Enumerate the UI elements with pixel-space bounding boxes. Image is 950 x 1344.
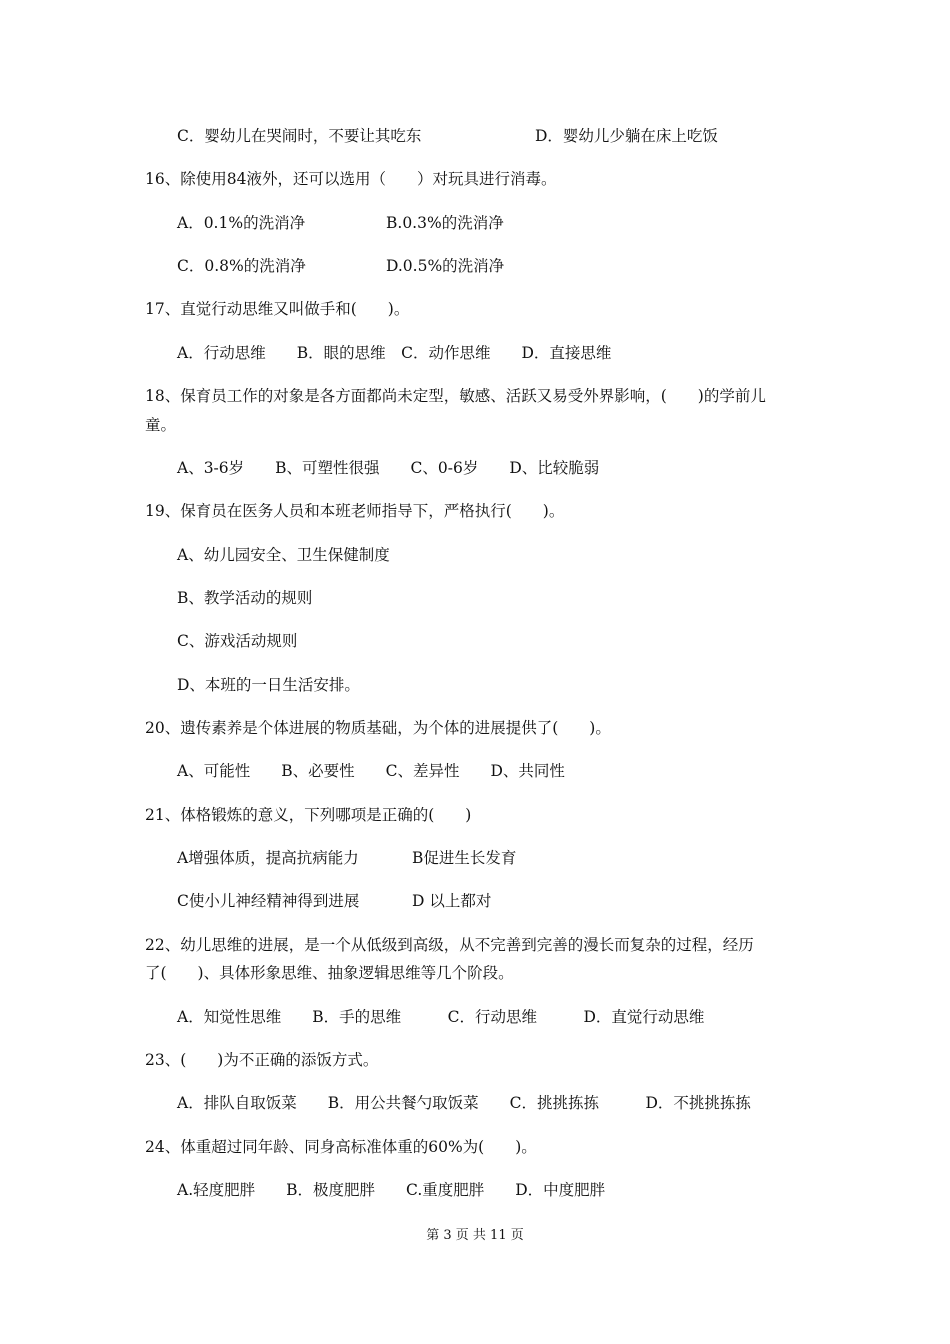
q21-option-a: A增强体质，提高抗病能力 (177, 849, 359, 867)
q21-option-c: C使小儿神经精神得到进展 (177, 892, 360, 910)
q17-options: A．行动思维 B．眼的思维 C．动作思维 D．直接思维 (177, 344, 612, 362)
q23-options: A．排队自取饭菜 B．用公共餐勺取饭菜 C．挑挑拣拣 D．不挑挑拣拣 (177, 1094, 751, 1112)
page-footer: 第 3 页 共 11 页 (426, 1228, 524, 1243)
q16-stem: 16、除使用84液外，还可以选用（ ）对玩具进行消毒。 (145, 170, 557, 188)
q21-stem: 21、体格锻炼的意义，下列哪项是正确的( ) (145, 806, 472, 824)
q19-option-c: C、游戏活动规则 (177, 632, 298, 650)
q16-option-b: B.0.3%的洗消净 (386, 214, 504, 232)
q18-stem-line2: 童。 (145, 416, 177, 434)
q16-option-d: D.0.5%的洗消净 (386, 257, 505, 275)
q15-option-c: C．婴幼儿在哭闹时，不要让其吃东 (177, 127, 422, 145)
q21-option-b: B促进生长发育 (412, 849, 517, 867)
q24-options: A.轻度肥胖 B．极度肥胖 C.重度肥胖 D．中度肥胖 (177, 1181, 606, 1199)
q19-stem: 19、保育员在医务人员和本班老师指导下，严格执行( )。 (145, 502, 565, 520)
q20-stem: 20、遗传素养是个体进展的物质基础，为个体的进展提供了( )。 (145, 719, 611, 737)
q18-options: A、3-6岁 B、可塑性很强 C、0-6岁 D、比较脆弱 (177, 459, 600, 477)
q23-stem: 23、( )为不正确的添饭方式。 (145, 1051, 379, 1069)
q19-option-d: D、本班的一日生活安排。 (177, 676, 360, 694)
q19-option-a: A、幼儿园安全、卫生保健制度 (177, 546, 390, 564)
q21-option-d: D 以上都对 (412, 892, 492, 910)
q22-options: A．知觉性思维 B．手的思维 C．行动思维 D．直觉行动思维 (177, 1008, 705, 1026)
q24-stem: 24、体重超过同年龄、同身高标准体重的60%为( )。 (145, 1138, 537, 1156)
q19-option-b: B、教学活动的规则 (177, 589, 313, 607)
q17-stem: 17、直觉行动思维又叫做手和( )。 (145, 300, 410, 318)
q20-options: A、可能性 B、必要性 C、差异性 D、共同性 (177, 762, 565, 780)
q15-option-d: D．婴幼儿少躺在床上吃饭 (535, 127, 718, 145)
q16-option-a: A．0.1%的洗消净 (177, 214, 306, 232)
q16-option-c: C．0.8%的洗消净 (177, 257, 306, 275)
q18-stem-line1: 18、保育员工作的对象是各方面都尚未定型，敏感、活跃又易受外界影响，( )的学前儿 (145, 387, 766, 405)
q22-stem-line2: 了( )、具体形象思维、抽象逻辑思维等几个阶段。 (145, 964, 514, 982)
q22-stem-line1: 22、幼儿思维的进展，是一个从低级到高级，从不完善到完善的漫长而复杂的过程，经历 (145, 936, 754, 954)
